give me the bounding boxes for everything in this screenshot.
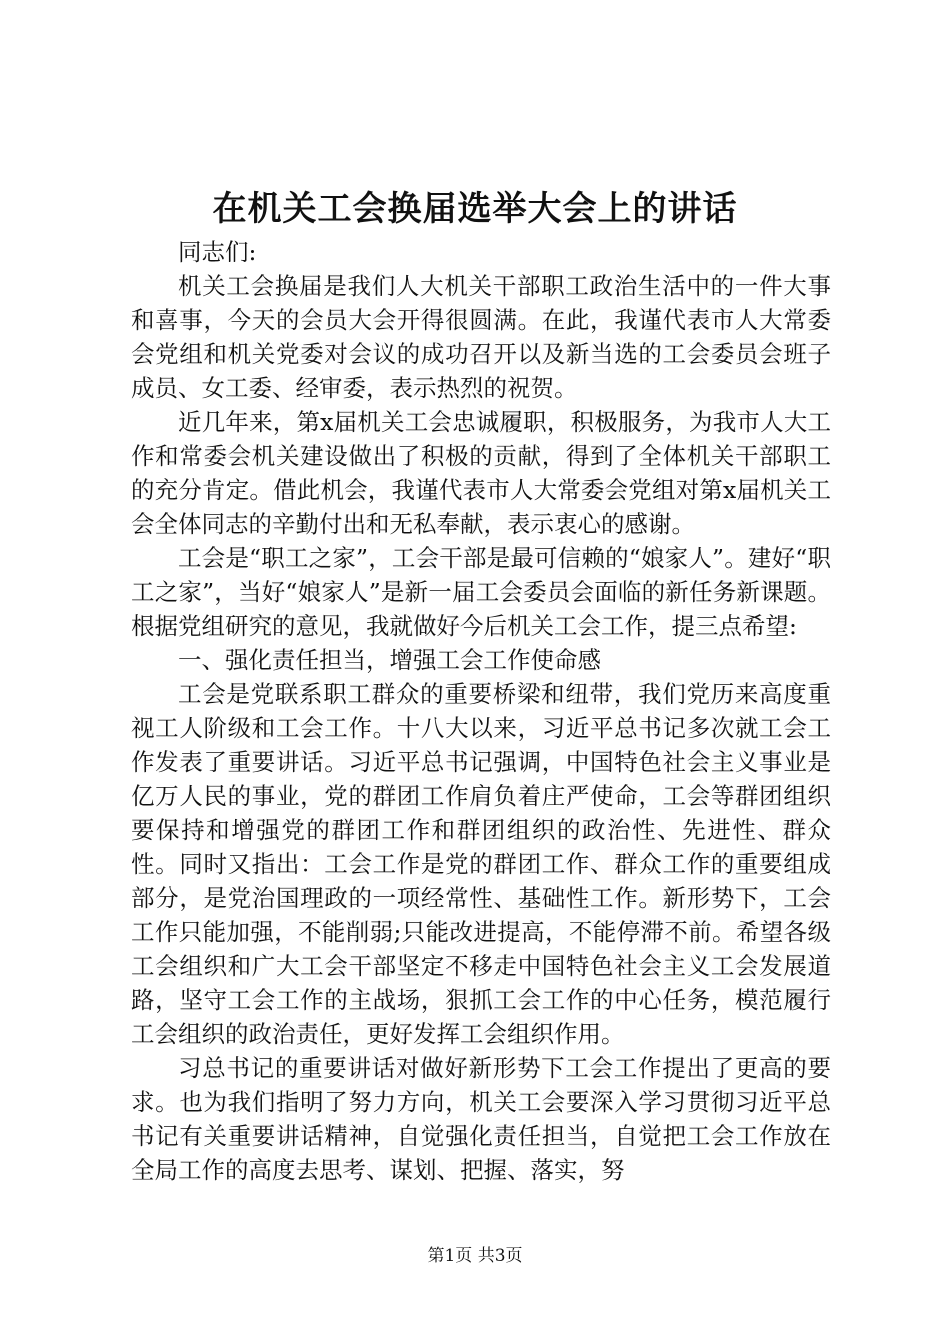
body-paragraph: 工会是党联系职工群众的重要桥梁和纽带，我们党历来高度重视工人阶级和工会工作。十八大以来，习近平总书记多次就工会工作发表了重要讲话。习近平总书记强调，中国特色社会主义事业是亿万人民的事业，党的群团工作肩负着庄严使命，工会等群团组织要保持和增强党的群团工作和群团组织的政治性、先进性、群众性。同时又指出：工会工作是党的群团工作、群众工作的重要组成部分，是党治国理政的一项经常性、基础性工作。新形势下，工会工作只能加强，不能削弱;只能改进提高，不能停滞不前。希望各级工会组织和广大工会干部坚定不移走中国特色社会主义工会发展道路，坚守工会工作的主战场，狠抓工会工作的中心任务，模范履行工会组织的政治责任，更好发挥工会组织作用。 <box>131 680 831 1048</box>
section-heading: 一、强化责任担当，增强工会工作使命感 <box>178 646 601 674</box>
body-paragraph: 机关工会换届是我们人大机关干部职工政治生活中的一件大事和喜事，今天的会员大会开得很圆满。在此，我谨代表市人大常委会党组和机关党委对会议的成功召开以及新当选的工会委员会班子成员、女工委、经审委，表示热烈的祝贺。 <box>131 272 831 402</box>
body-paragraph: 习总书记的重要讲话对做好新形势下工会工作提出了更高的要求。也为我们指明了努力方向，机关工会要深入学习贯彻习近平总书记有关重要讲话精神，自觉强化责任担当，自觉把工会工作放在全局工作的高度去思考、谋划、把握、落实，努 <box>131 1054 831 1184</box>
salutation-paragraph: 同志们: <box>178 238 257 266</box>
page-footer: 第1页 共3页 <box>427 1246 523 1266</box>
body-paragraph: 工会是“职工之家”，工会干部是最可信赖的“娘家人”。建好“职工之家”，当好“娘家人”是新一届工会委员会面临的新任务新课题。根据党组研究的意见，我就做好今后机关工会工作，提三点希望: <box>131 544 831 640</box>
document-body <box>131 235 831 1187</box>
document-title: 在机关工会换届选举大会上的讲话 <box>212 189 738 229</box>
body-paragraph: 近几年来，第x届机关工会忠诚履职，积极服务，为我市人大工作和常委会机关建设做出了积极的贡献，得到了全体机关干部职工的充分肯定。借此机会，我谨代表市人大常委会党组对第x届机关工会全体同志的辛勤付出和无私奉献，表示衷心的感谢。 <box>131 408 831 538</box>
